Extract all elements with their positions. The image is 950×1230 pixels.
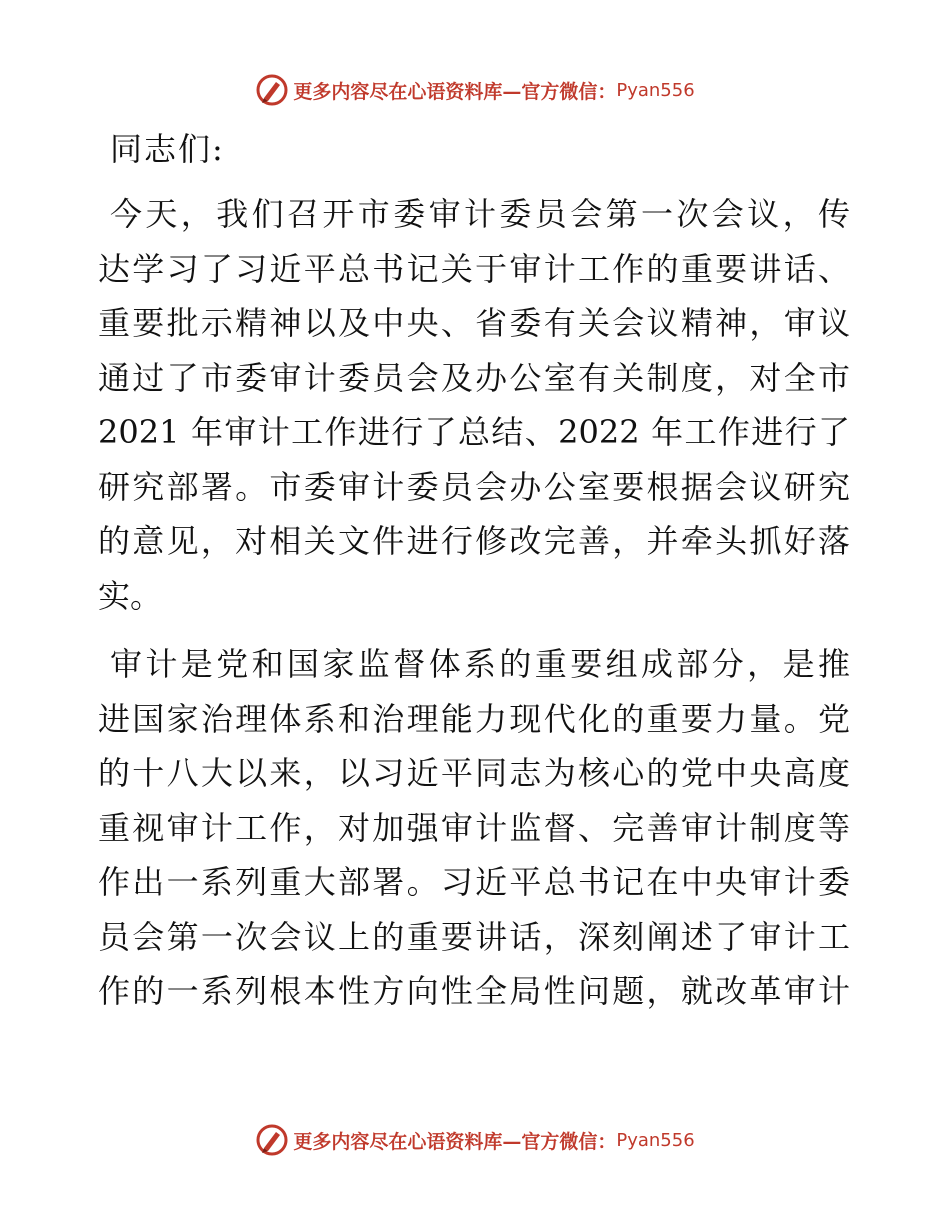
text-line: 重视审计工作，对加强审计监督、完善审计制度等 <box>98 808 850 847</box>
text-line: 进国家治理体系和治理能力现代化的重要力量。党 <box>98 699 850 738</box>
text-line: 通过了市委审计委员会及办公室有关制度，对全市 <box>98 358 850 397</box>
pen-logo-icon <box>255 1123 289 1157</box>
document-body <box>98 125 850 1033</box>
banner-wechat-id: Pyan556 <box>616 79 695 101</box>
text-line: 作的一系列根本性方向性全局性问题，就改革审计 <box>98 972 850 1010</box>
pen-logo-icon <box>255 73 289 107</box>
text-line: 2021 年审计工作进行了总结、2022 年工作进行了 <box>98 413 850 451</box>
text-line: 重要批示精神以及中央、省委有关会议精神，审议 <box>98 304 850 342</box>
text-line: 达学习了习近平总书记关于审计工作的重要讲话、 <box>98 249 850 288</box>
banner-text: 更多内容尽在心语资料库—官方微信： <box>293 80 617 103</box>
banner-wechat-id: Pyan556 <box>616 1129 695 1151</box>
text-line: 研究部署。市委审计委员会办公室要根据会议研究 <box>98 467 850 506</box>
footer-banner <box>0 1120 950 1160</box>
text-line: 的意见，对相关文件进行修改完善，并牵头抓好落 <box>98 522 850 560</box>
greeting: 同志们: <box>110 130 225 168</box>
paragraph-2 <box>98 637 850 1019</box>
paragraph-1 <box>98 187 850 623</box>
text-line: 员会第一次会议上的重要讲话，深刻阐述了审计工 <box>98 917 850 956</box>
text-line: 的十八大以来，以习近平同志为核心的党中央高度 <box>98 754 850 792</box>
text-line: 实。 <box>98 576 163 615</box>
text-line: 作出一系列重大部署。习近平总书记在中央审计委 <box>98 863 850 901</box>
text-line: 审计是党和国家监督体系的重要组成部分，是推 <box>110 645 850 683</box>
banner-text: 更多内容尽在心语资料库—官方微信： <box>293 1130 617 1153</box>
header-banner <box>0 70 950 110</box>
text-line: 今天，我们召开市委审计委员会第一次会议，传 <box>110 195 850 233</box>
